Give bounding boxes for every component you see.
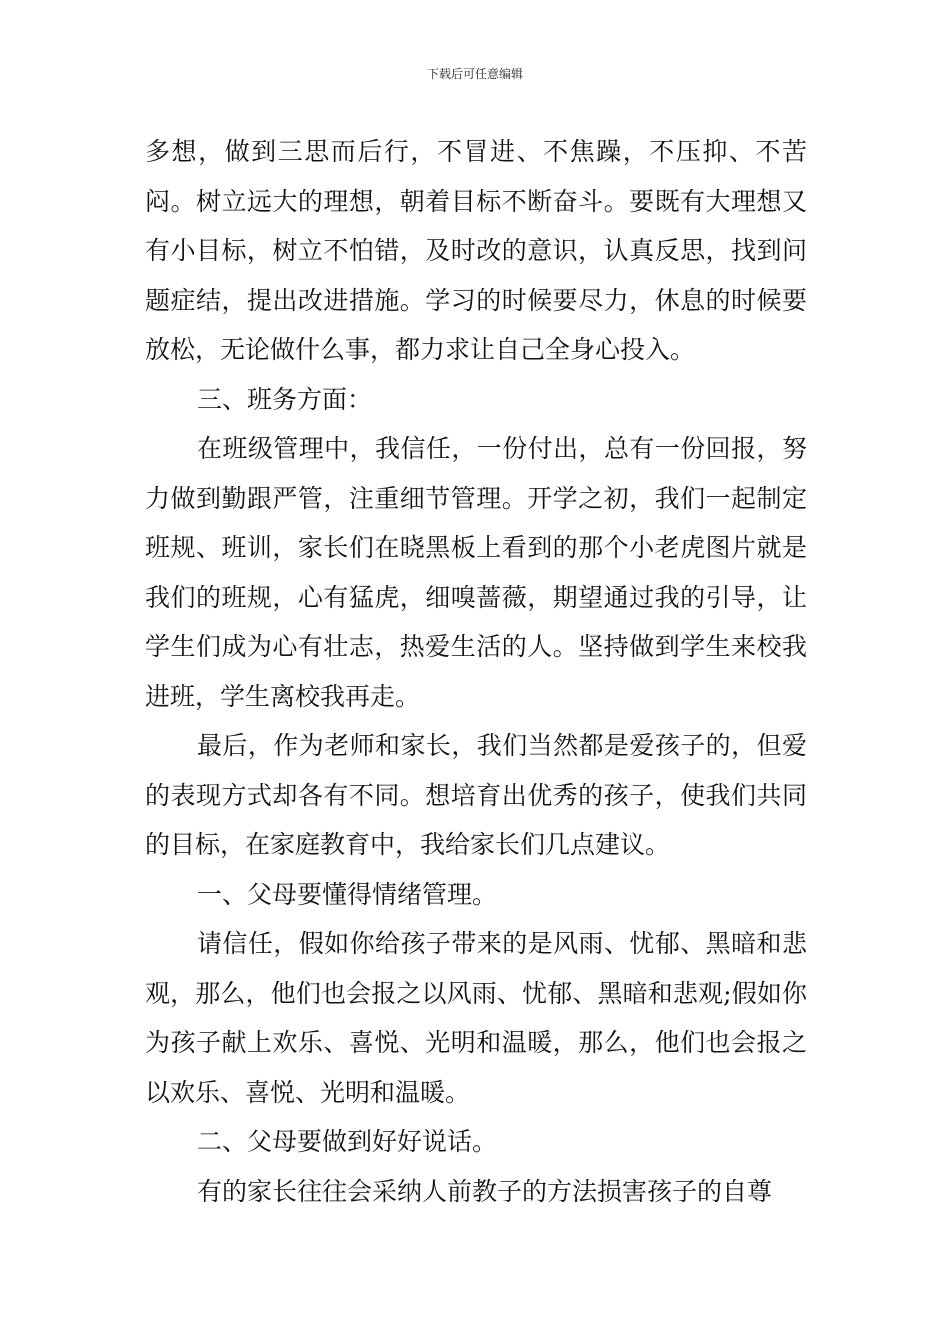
section-heading: 二、父母要做到好好说话。 [197, 1127, 498, 1156]
section-heading: 三、班务方面： [197, 384, 373, 414]
page-header: 下载后可任意编辑 [426, 67, 523, 81]
paragraph: 有的家长往往会采纳人前教子的方法损害孩子的自尊 [197, 1176, 773, 1206]
section-heading: 一、父母要懂得情绪管理。 [197, 879, 498, 909]
document-body [145, 127, 807, 1216]
paragraph: 在班级管理中，我信任，一份付出，总有一份回报，努力做到勤跟严管，注重细节管理。开学之初，我们一起制定班规、班训，家长们在晓黑板上看到的那个小老虎图片就是我们的班规，心有猛虎，细嗅蔷薇，期望通过我的引导，让学生们成为心有壮志，热爱生活的人。坚持做到学生来校我进班，学生离校我再走。 [145, 434, 807, 711]
paragraph: 最后，作为老师和家长，我们当然都是爱孩子的，但爱的表现方式却各有不同。想培育出优秀的孩子，使我们共同的目标，在家庭教育中，我给家长们几点建议。 [145, 731, 807, 859]
paragraph: 请信任，假如你给孩子带来的是风雨、忧郁、黑暗和悲观，那么，他们也会报之以风雨、忧郁、黑暗和悲观;假如你为孩子献上欢乐、喜悦、光明和温暖，那么，他们也会报之以欢乐、喜悦、光明和温暖。 [145, 929, 807, 1107]
paragraph: 多想，做到三思而后行，不冒进、不焦躁，不压抑、不苦闷。树立远大的理想，朝着目标不断奋斗。要既有大理想又有小目标，树立不怕错，及时改的意识，认真反思，找到问题症结，提出改进措施。学习的时候要尽力，休息的时候要放松，无论做什么事，都力求让自己全身心投入。 [145, 137, 807, 364]
